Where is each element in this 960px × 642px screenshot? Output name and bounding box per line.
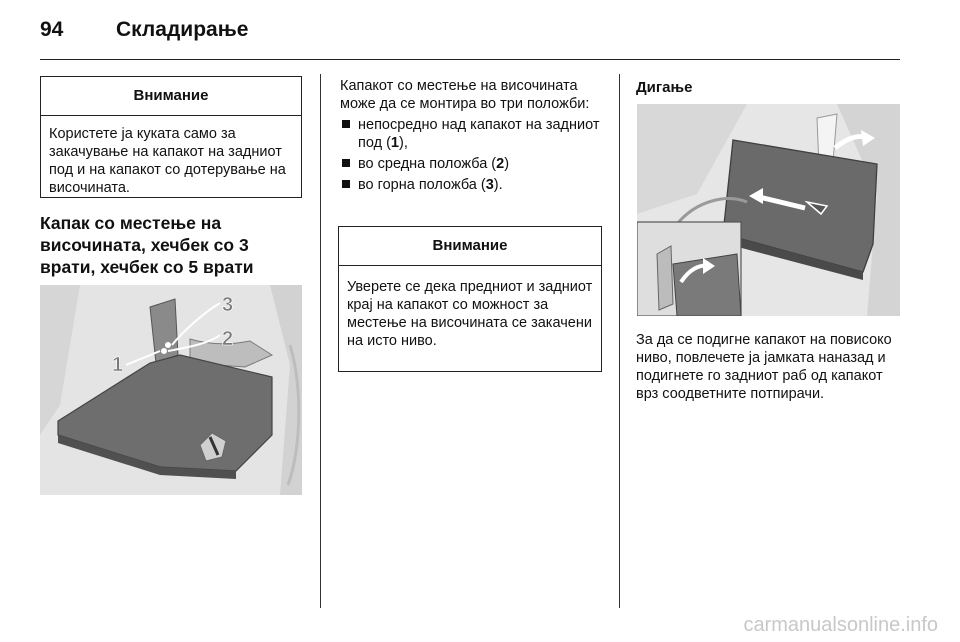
bullet-icon (342, 180, 350, 188)
subheading: Капак со местење на височината, хечбек со 3 врати, хечбек со 5 врати (40, 213, 254, 277)
list-item-number: 1 (390, 135, 399, 151)
figure-load-cover-positions (40, 285, 302, 495)
raising-cover-illustration (637, 104, 900, 316)
list-item-suffix: ), (399, 135, 408, 151)
column-divider (619, 74, 620, 608)
section-title: Складирање (116, 18, 249, 41)
warning-text: Уверете се дека предниот и задниот крај на капакот со можност за местење на височината се закачени на исто ниво. (347, 279, 593, 349)
intro-text: Капакот со местење на височината може да се монтира во три положби: (340, 78, 590, 112)
page-number: 94 (40, 18, 64, 41)
callout-3: 3 (222, 294, 234, 316)
bullet-icon (342, 120, 350, 128)
right-column-body (636, 331, 898, 403)
bullet-icon (342, 159, 350, 167)
list-item-text: во горна положба ( (358, 177, 486, 193)
subheading: Дигање (636, 79, 693, 96)
list-item-number: 2 (496, 156, 505, 172)
list-item-suffix: ). (493, 177, 503, 193)
watermark: carmanualsonline.info (743, 614, 938, 636)
warning-text: Користете ја куката само за закачување на капакот на задниот под и на капакот со дотерување на височината. (49, 126, 286, 196)
callout-2: 2 (222, 328, 234, 350)
list-item-number: 3 (485, 177, 494, 193)
instruction-text: За да се подигне капакот на повисоко ниво, повлечете ја јамката наназад и подигнете го задниот раб од капакот врз соодветните потпирачи. (636, 332, 892, 402)
middle-column (340, 77, 602, 194)
left-column (40, 76, 302, 278)
load-cover-illustration (40, 285, 302, 495)
warning-box (40, 76, 302, 198)
warning-title: Внимание (339, 227, 601, 266)
list-item-suffix: ) (504, 156, 510, 172)
column-divider (320, 74, 321, 608)
position-list (340, 116, 602, 194)
header-rule (40, 59, 900, 60)
right-column (636, 79, 900, 97)
list-item (340, 155, 602, 173)
list-item (340, 176, 602, 194)
list-item-text: во средна положба ( (358, 156, 497, 172)
callout-1: 1 (112, 354, 124, 376)
figure-raising-cover (637, 104, 900, 316)
warning-box (338, 226, 602, 372)
warning-title: Внимание (41, 77, 301, 116)
list-item (340, 116, 602, 152)
list-item-text: непосредно над капакот на задниот под ( (358, 117, 600, 151)
